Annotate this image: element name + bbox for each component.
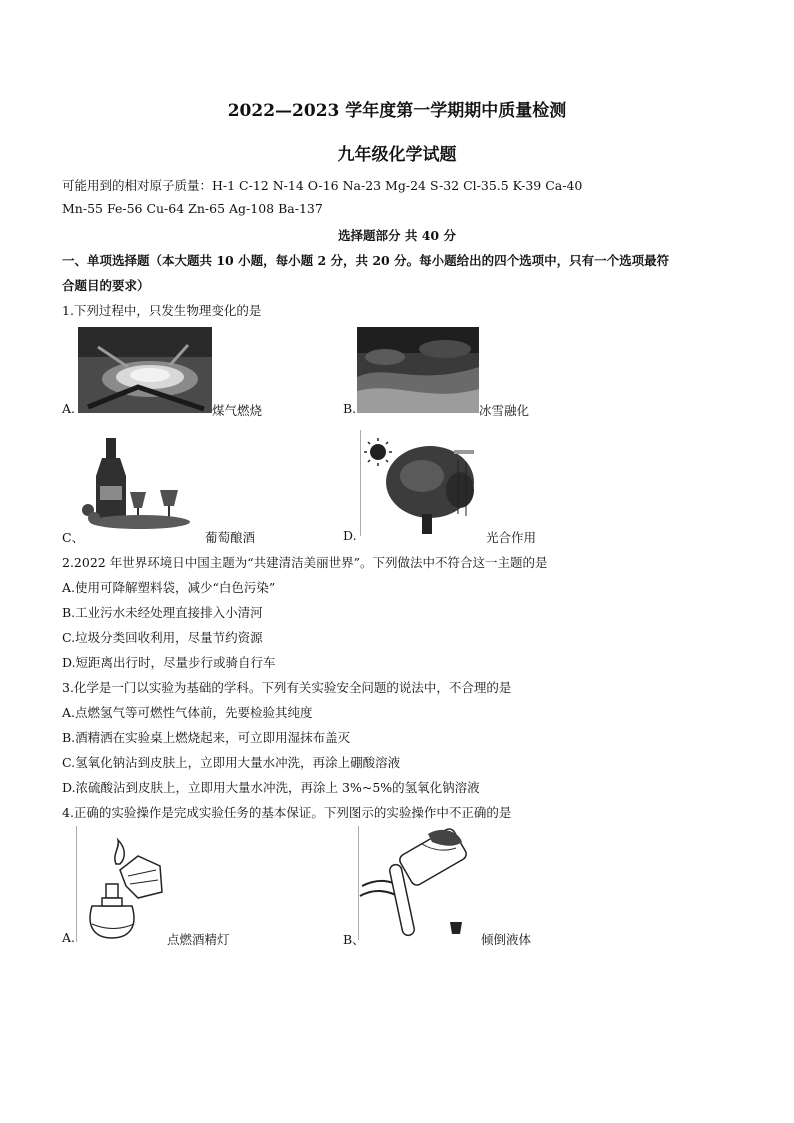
pouring-liquid-image xyxy=(358,826,478,940)
q4-option-a-text: 点燃酒精灯 xyxy=(167,932,230,947)
q4-stem: 4.正确的实验操作是完成实验任务的基本保证。下列图示的实验操作中不正确的是 xyxy=(62,805,512,820)
photosynthesis-tree-image xyxy=(360,430,490,536)
q2-option-c: C.垃圾分类回收利用，尽量节约资源 xyxy=(62,630,263,645)
alcohol-lamp-image xyxy=(76,826,168,942)
q1-stem: 1.下列过程中，只发生物理变化的是 xyxy=(62,303,262,318)
q1-option-c-letter: C、 xyxy=(62,530,85,545)
q4-option-b-text: 倾倒液体 xyxy=(481,932,532,947)
q3-option-d: D.浓硫酸沾到皮肤上，立即用大量水冲洗，再涂上 3%~5%的氢氧化钠溶液 xyxy=(62,780,480,795)
q2-option-a: A.使用可降解塑料袋，减少“白色污染” xyxy=(62,580,276,595)
q1-option-d-text: 光合作用 xyxy=(486,530,537,545)
section-instructions-1: 一、单项选择题（本大题共 10 小题，每小题 2 分，共 20 分。每小题给出的四个选项中，只有一个选项最符 xyxy=(62,253,670,268)
section-heading: 选择题部分 共 40 分 xyxy=(338,228,456,243)
q3-option-c: C.氢氧化钠沾到皮肤上，立即用大量水冲洗，再涂上硼酸溶液 xyxy=(62,755,401,770)
q3-stem: 3.化学是一门以实验为基础的学科。下列有关实验安全问题的说法中，不合理的是 xyxy=(62,680,512,695)
exam-title: 2022—2023 学年度第一学期期中质量检测 xyxy=(227,101,567,121)
q1-option-a-letter: A. xyxy=(62,401,76,416)
q3-option-b: B.酒精洒在实验桌上燃烧起来，可立即用湿抹布盖灭 xyxy=(62,730,351,745)
q1-option-a-text: 煤气燃烧 xyxy=(212,403,263,418)
melting-snow-image xyxy=(357,327,479,413)
q2-stem: 2.2022 年世界环境日中国主题为“共建清洁美丽世界”。下列做法中不符合这一主题的是 xyxy=(62,555,548,570)
exam-subtitle: 九年级化学试题 xyxy=(337,145,457,165)
q1-option-c-text: 葡萄酿酒 xyxy=(205,530,256,545)
section-instructions-2: 合题目的要求） xyxy=(62,278,150,293)
q3-option-a: A.点燃氢气等可燃性气体前，先要检验其纯度 xyxy=(62,705,313,720)
wine-bottle-image xyxy=(80,432,198,532)
q4-option-a-letter: A. xyxy=(62,930,76,945)
gas-stove-flame-image xyxy=(78,327,212,413)
q4-option-b-letter: B、 xyxy=(343,932,365,947)
q1-option-b-letter: B. xyxy=(343,401,357,416)
q2-option-d: D.短距离出行时，尽量步行或骑自行车 xyxy=(62,655,276,670)
atomic-mass-line-2: Mn-55 Fe-56 Cu-64 Zn-65 Ag-108 Ba-137 xyxy=(62,201,323,216)
q2-option-b: B.工业污水未经处理直接排入小清河 xyxy=(62,605,263,620)
atomic-mass-line-1: 可能用到的相对原子质量：H-1 C-12 N-14 O-16 Na-23 Mg-24 S-32 Cl-35.5 K-39 Ca-40 xyxy=(62,178,583,193)
q1-option-b-text: 冰雪融化 xyxy=(479,403,530,418)
q1-option-d-letter: D. xyxy=(343,528,357,543)
